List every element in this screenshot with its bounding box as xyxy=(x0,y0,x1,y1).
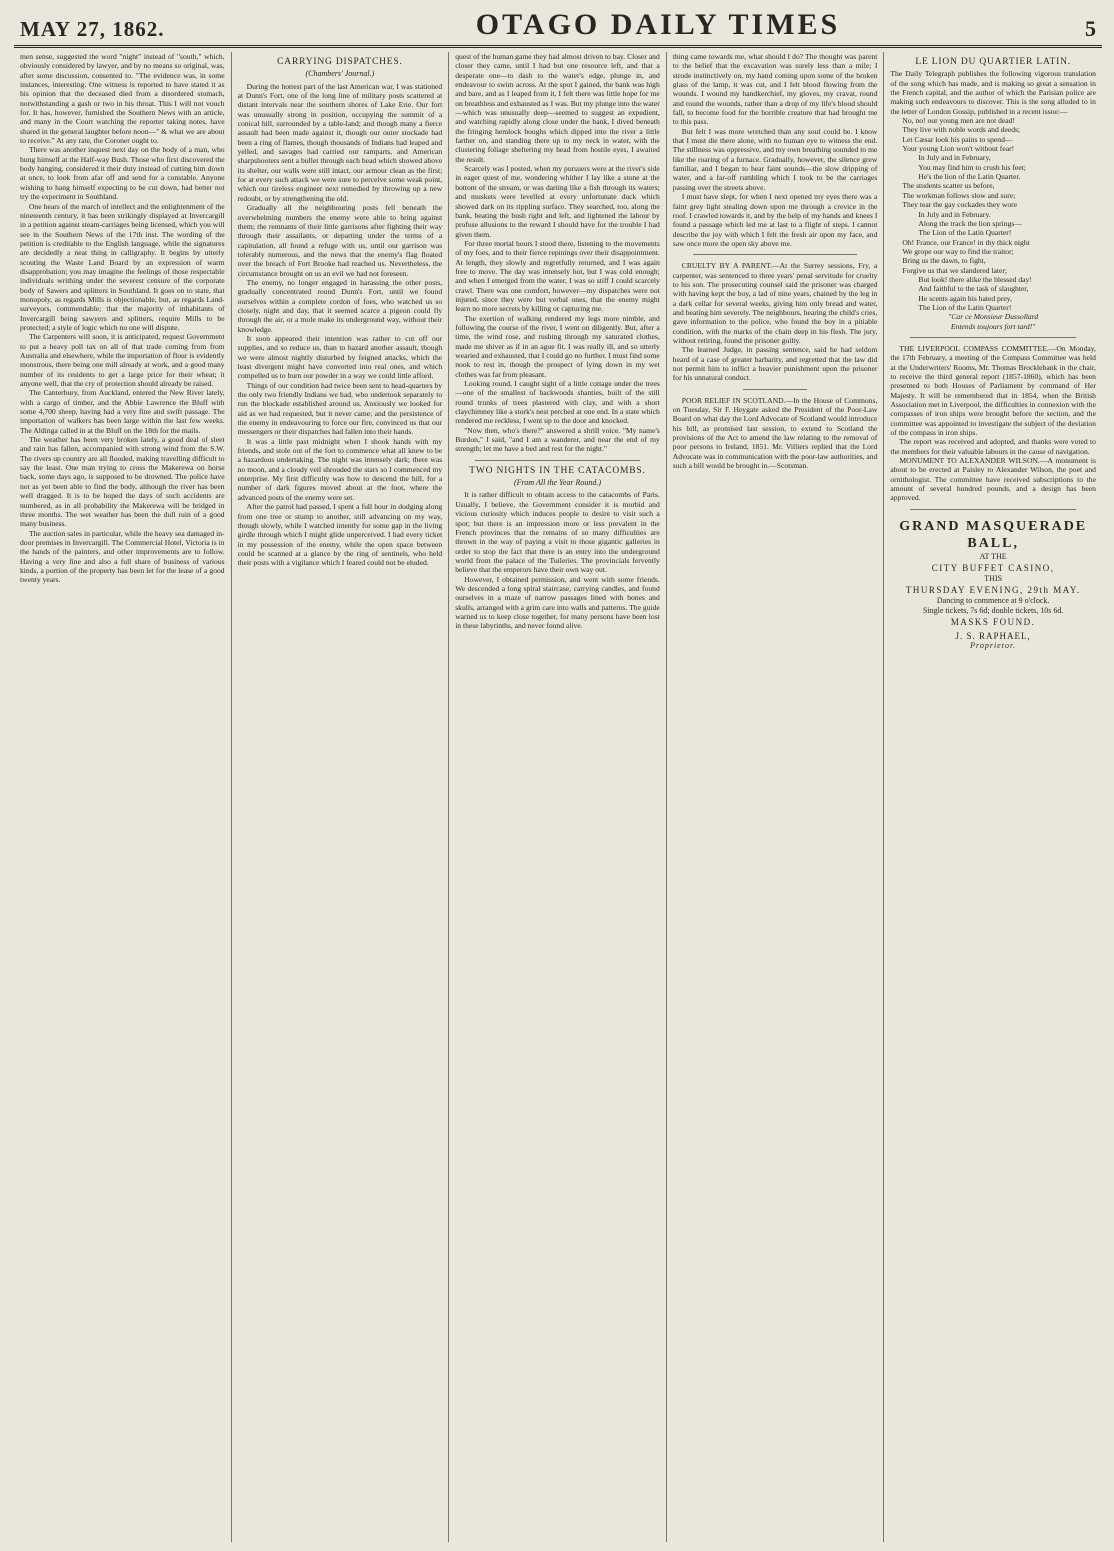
article-text: In the House of Commons, on Tuesday, Sir F. Heygate asked the President of the Poor-Law Board on what day the Lord Advocate of Scotland would introduce his bill, as promised last session, to extend to Scotland the provisions of the Act to amend the law relating to the removal of poor persons to Ireland, 1851. Mr. Villiers replied that the Lord Advocate was in communication with the poor-law authorities, and such a bill would be brought in.—Scotsman. xyxy=(672,395,878,471)
poem-line: Oh! France, our France! in thy thick night xyxy=(902,237,1030,247)
article-text: At the Surrey sessions, Fry, a carpenter, was sentenced to three years' penal servitude for cruelty to his son. The prosecuting counsel said the prisoner was charged with having kept the boy, a lad of nine years, chained by the leg in a dark cellar for several weeks, giving him only bread and water, and beating him severely. The neighbours, hearing the child's cries, gave information to the police, who found the boy in a pitiable condition, with the marks of the chain deep in his flesh. The jury, without retiring, found the prisoner guilty. xyxy=(672,261,878,345)
paragraph: thing came towards me, what should I do? The thought was parent to the belief that the excavation was surely less than a mile; I strode instinctively on, my hand coming upon some of the broken glass of the lamp, it was cut, and I felt blood flowing from the wounds. I wound my handkerchief, my gloves, my cravat, round and round the wounds, rather than a drop of my life's blood should fall, to become food for the horrible creature that had brought me to this pass. xyxy=(672,52,878,127)
article-heading: CARRYING DISPATCHES. xyxy=(277,57,403,67)
paragraph: "Now then, who's there?" answered a shrill voice. "My name's Burdon," I said, "and I am a wanderer, and near the end of my strength; let me have a bed and rest for the night." xyxy=(455,425,660,454)
ad-proprietor xyxy=(890,632,1096,651)
page-number: 5 xyxy=(1085,16,1096,41)
advertisement-masquerade-ball xyxy=(890,518,1096,651)
poem-line: You may find him to crush his feet; xyxy=(918,162,1026,172)
paragraph: Looking round, I caught sight of a little cottage under the trees—one of the smallest of backwoods shanties, built of the still round trunks of trees plastered with clay, and with a short claychimney like a stork's nest perched at one end. In a state which rendered me reckless, I went up to the door and knocked. xyxy=(455,379,660,426)
ad-masks: MASKS FOUND. xyxy=(950,616,1036,627)
paragraph: The Canterbury, from Auckland, entered the New River lately, with a cargo of timber, and the Abbie Lawrence the Bluff with some 4,700 sheep, having had a very fine and swift passage. The importation of walkers has been large within the last few weeks. The Aldinga called in at the Bluff on the 18th for the mails. xyxy=(20,388,225,435)
proprietor-name: J. S. RAPHAEL, xyxy=(955,630,1031,641)
paragraph: There was another inquest next day on the body of a man, who hung himself at the Half-way Bush. Those who first discovered the body hanging, considered it their duty instead of cutting him down at once, to look from afar off and send for a constable. Anyone wishing to hang himself expecting to be cut down, had better not try the experiment in Southland. xyxy=(20,145,225,202)
poem-line: In July and in February. xyxy=(918,209,991,219)
article-text: A monument is about to be erected at Paisley to Alexander Wilson, the poet and ornithologist. The committee have received subscriptions to the amount of several hundred pounds, and a design has been approved. xyxy=(890,456,1096,503)
paragraph: The exertion of walking rendered my legs more nimble, and following the course of the river, I went on diligently. But, after a time, the wind rose, and rushing through my saturated clothes, made me shiver as if in an ague fit. I was really ill, and so utterly wearied and exhausted, that I could go no further. I must find some nook to rest in, though the prospect of lying down in my wet clothes was far from pleasant. xyxy=(455,313,660,379)
poem-line: And faithful to the task of slaughter, xyxy=(918,284,1029,294)
poem-line: In July and in February, xyxy=(918,153,991,163)
column-4 xyxy=(667,52,885,1542)
divider xyxy=(693,254,858,255)
divider xyxy=(910,337,1076,338)
poem-refrain: "Car ce Monsieur Dussollard Entends toujours fort tard!" xyxy=(948,312,1039,331)
divider xyxy=(910,509,1076,510)
poem-line: Let Cæsar look his pains to spend— xyxy=(902,134,1013,144)
paragraph: It soon appeared their intention was rather to cut off our supplies, and so reduce us, than to hazard another assault, though we were almost nightly disturbed by feigned attacks, which the least divergent might have converted into real ones, and which compelled us to burn our powder in a way we could little afford. xyxy=(237,333,443,381)
poem-line: They tear the gay cockades they wore xyxy=(902,200,1018,210)
poem-line: He's the lion of the Latin Quarter. xyxy=(918,172,1021,182)
poem-line: The Lion of the Latin Quarter! xyxy=(918,228,1012,238)
article-lead: THE LIVERPOOL COMPASS COMMITTEE. xyxy=(899,343,1049,353)
article-lead: MONUMENT TO ALEXANDER WILSON. xyxy=(899,456,1040,466)
paragraph: For three mortal hours I stood there, listening to the movements of my foes, and to their fierce repinings over their disappointment. At length, they slowly and regretfully returned, and I was again free to move. The day was intensely hot, but I was cold enough; and when I emerged from the water, I was so stiff I could scarcely crawl. There was one comfort, however—my dispatches were not injured, since they were but verbal ones, that the enemy might learn no more secrets by killing or capturing me. xyxy=(455,238,660,314)
paragraph: Gradually all the neighbouring posts fell beneath the overwhelming numbers the enemy were able to bring against them; the remnants of their little garrisons after fighting their way through their assailants, or departing under the terms of a capitulation, all found a refuge with us, until our garrison was tolerably numerous, and the news that the enemy's flag floated over the breach of Fort Brooke had reached us. Nevertheless, the circumstance brought on us an evil we had not foreseen. xyxy=(237,203,443,278)
paragraph: The Carpenters will soon, it is anticipated, request Government to put a heavy poll tax on all of that trade coming from from Australia and elsewhere, while the importation of flour is evidently monstrous, there being one mill already at work, and a good many number of its residents to get a large price for their wheat; it anyone well, that the cry of protection should already be raised. xyxy=(20,332,225,389)
paragraph: POOR RELIEF IN SCOTLAND.—In the House of Commons, on Tuesday, Sir F. Heygate asked the President of the Poor-Law Board on what day the Lord Advocate of Scotland would introduce his bill, as promised last session, to extend to Scotland the provisions of the Act to amend the law relating to the removal of poor persons to Ireland, 1851. Mr. Villiers replied that the Lord Advocate was in communication with the poor-law authorities, and such a bill would be brought in.—Scotsman. xyxy=(672,395,878,471)
divider xyxy=(743,389,808,390)
article-source: (From All the Year Round.) xyxy=(513,478,601,488)
poem-line: The Lion of the Latin Quarter! xyxy=(918,302,1012,312)
paragraph: The enemy, no longer engaged in harassing the other posts, gradually concentrated round Dunn's Fort, until we found ourselves within a complete cordon of foes, who watched us so closely, night and day, that it seemed scarce a pigeon could fly through the air, or a mole make its underground way, without their knowledge. xyxy=(237,277,443,334)
ad-title: GRAND MASQUERADE BALL, xyxy=(899,518,1088,551)
paragraph: I must have slept, for when I next opened my eyes there was a faint grey light stealing down upon me through a crevice in the roof. I crawled towards it, and by the help of my hands and knees I found a passage which led me at last to a flight of steps. I cannot describe the joy with which I felt the fresh air upon my face, and saw once more the open sky above me. xyxy=(672,192,878,248)
divider xyxy=(475,460,640,461)
poem-line: They live with noble words and deeds; xyxy=(902,125,1021,135)
masthead xyxy=(14,10,1102,48)
paragraph: However, I obtained permission, and went with some friends. We descended a long spiral staircase, carrying candles, and found ourselves in a maze of narrow passages lined with bones and skulls, arranged with a grim care into walls and patterns. The guide warned us to keep close together, for many persons have been lost in these labyrinths, and never found alive. xyxy=(455,574,660,631)
poem-line: Bring us the dawn, to fight, xyxy=(902,256,986,266)
poem xyxy=(890,116,1096,331)
proprietor-role: Proprietor. xyxy=(970,641,1017,651)
poem-line: Your young Lion won't without fear! xyxy=(902,144,1015,154)
paragraph: The weather has been very broken lately, a good deal of sleet and rain has fallen, accompanied with strong wind from the S.W. The rivers up country are all flooded, making travelling difficult to say the least. One man trying to cross the Makerewa on horse back, some days ago, is supposed to be drowned. The police have not as yet been able to find the body, although the river has been well dragged. It is to be hoped the days of such accidents are numbered, as in all probability the Makerewa will be bridged in three months. The wet weather has been the dull ruin of a good many business. xyxy=(20,435,225,529)
paragraph: It is rather difficult to obtain access to the catacombs of Paris. Usually, I believe, the Government consider it is morbid and vicious curiosity which induces people to desire to visit such a spot; but there is an impression more or less prevalent in the French provinces that the remains of so many difficulties are thrown in the way of paying a visit to those gigantic galleries in order to stop the fact that there is an entry into the underground world from the palace of the Tuileries. The provincials fervently believe that the emperors have their own way out. xyxy=(455,490,660,575)
ad-this: THIS xyxy=(984,573,1003,583)
poem-line: He scents again his hated prey, xyxy=(918,293,1012,303)
paragraph: The Daily Telegraph publishes the following vigorous translation of the song which has made, and is making so great a sensation in the French capital, and the author of which the Parisian police are making such endeavours to discover. This is the song alluded to in the letter of London Gossip, published in a recent issue:— xyxy=(890,69,1096,116)
columns xyxy=(14,52,1102,1542)
paragraph: During the hottest part of the last American war, I was stationed at Dunn's Fort, one of the long line of military posts scattered at distant intervals near the southern shores of Lake Erie. Our fort was unusually strong in position, occupying the summit of a conical hill, surrounded by a table-land; and though many a fierce assault had been made against it, though our outer stockade had been a ring of flames, though thousands of Indians had leaped and yelled, and savages had carried our ramparts, and American sharpshooters sent a bullet through each head which showed above its shelter, our walls were still intact, our armour clean as the first; for at every such attack we were sure to perceive some weak point, which our tireless engineer next remedied by throwing up a new redoubt, or by strengthening the old. xyxy=(237,81,443,203)
poem-line: Forgive us that we slandered later; xyxy=(902,265,1008,275)
poem-line: But look! there alike the blessed day! xyxy=(918,274,1032,284)
newspaper-title: OTAGO DAILY TIMES xyxy=(475,8,841,41)
paragraph: MONUMENT TO ALEXANDER WILSON.—A monument is about to be erected at Paisley to Alexander Wilson, the poet and ornithologist. The committee have received subscriptions to the amount of several hundred pounds, and a design has been approved. xyxy=(890,456,1096,503)
article-source: (Chambers' Journal.) xyxy=(305,69,375,79)
poem-line: Along the track the lion springs— xyxy=(918,218,1022,228)
paragraph: CRUELTY BY A PARENT.—At the Surrey sessions, Fry, a carpenter, was sentenced to three years' penal servitude for cruelty to his son. The prosecuting counsel said the prisoner was charged with having kept the boy, a lad of nine years, chained by the leg in a dark cellar for several weeks, giving him only bread and water, and beating him severely. The neighbours, hearing the child's cries, gave information to the police, who found the boy in a pitiable condition, with the marks of the chain deep in his flesh. The jury, without retiring, found the prisoner guilty. xyxy=(672,261,878,345)
paragraph: men sense, suggested the word "night" instead of "south," which, obviously considered by lawyer, and by no means so original, was, after some discussion, consented to. "The evidence was, in some instances, interesting. One witness is reported to have stated it as his opinion that the deceased died from a disordered stomach, notwithstanding a gash or two in his throat. This I will not vouch for. It has, however, furnished the Southern News with an article, and many in the Court watching the reporter taking notes, have shared in the general laughter before noon—" & what we are about to receive." At any rate, the Coroner ought to. xyxy=(20,52,225,146)
poem-line: The students scatter us before, xyxy=(902,181,995,191)
paragraph: After the patrol had passed, I spent a full hour in dodging along from one tree or stump to another, still advancing on my way, though slowly, while I watched intently for some gap in the living girdle through which I might glide unperceived. I had every ticket in my possession of the enemy, while the open space between could be scanned at a glance by the ring of sentinels, who held their posts with a vigilance which I feared could not be eluded. xyxy=(237,502,443,568)
ad-tickets: Single tickets, 7s 6d; double tickets, 10s 6d. xyxy=(922,605,1064,615)
article-text: On Monday, the 17th February, a meeting of the Compass Committee was held at the Underwriters' Rooms, Mr. Thomas Brocklebank in the chair, to receive the third general report (1857-1860), which has been presented to both Houses of Parliament by command of Her Majesty. It will be remembered that in 1854, when the British Association met in Liverpool, the difficulties in connexion with the compasses of iron ships were brought before the section, and the committee was appointed to investigate the subject of the deviation of the compass in iron ships. xyxy=(890,343,1096,438)
ad-date: THURSDAY EVENING, 29th MAY. xyxy=(905,584,1081,595)
paragraph: It was a little past midnight when I shook hands with my friends, and stole out of the fort to commence what all knew to be a hazardous undertaking. The night was intensely dark; there was no moon, and a cloudy veil shrouded the stars so I commenced my enterprise. My first difficulty was how to descend the hill, for a number of dark figures moved about at the foot, where the advanced posts of the enemy were set. xyxy=(237,436,443,502)
article-heading: TWO NIGHTS IN THE CATACOMBS. xyxy=(469,465,646,476)
paragraph: quest of the human game they had almost driven to bay. Closer and closer they came, until I had but one resource left, and that a desperate one—to dash to the water's edge, plunge in, and endeavour to swim across. At the spot I gained, the bank was high and bare, and as I leaped from it, I felt there was little hope for me on breathless and exhausted as I was. But my plunge into the water—which was unusually deep—seemed to suggest an expedient, and watching rapidly along close under the bank, I dived beneath the fringing hemlock boughs which dipped into the river a little farther on, and standing there up to my neck in water, with the clustering foliage sheltering my head from hostile eyes, I awaited the result. xyxy=(455,52,660,164)
paragraph: But felt I was more wretched than any soul could be. I know that I must die there alone, with no human eye to witness the end. The stillness was oppressive, and my own breathing sounded to me like the roaring of a furnace. Gradually, however, the silence grew familiar, and I began to hear faint sounds—the slow dripping of water, and a far-off rumbling which I took to be the carriages passing over the streets above. xyxy=(672,126,878,192)
column-1 xyxy=(14,52,232,1542)
article-lead: POOR RELIEF IN SCOTLAND. xyxy=(681,395,786,405)
article-lead: CRUELTY BY A PARENT. xyxy=(681,261,773,271)
ad-at: AT THE xyxy=(979,551,1007,561)
paragraph: Things of our condition had twice been sent to head-quarters by the only two friendly Indians we had, who undertook separately to run the blockade established around us. Anxiously we looked for aid as we had requested, but it never came; and the persistence of the enemy in endeavouring to force our fire, convinced us that our messengers or their dispatches had fallen into their hands. xyxy=(237,380,443,437)
column-2 xyxy=(232,52,450,1542)
column-5 xyxy=(884,52,1102,1542)
poem-line: The workman follows slow and sure; xyxy=(902,190,1016,200)
poem-line: No, no! our young men are not dead! xyxy=(902,116,1015,126)
paragraph: Scarcely was I posted, when my pursuers were at the river's side in eager quest of me, wondering whither I lay like a stone at the bottom of the stream, or was darting like a fish through its waters; and muskets were levelled at every unfortunate duck which showed dark on its rippling surface. They searched, too, along the bank, beating the bush right and left, and lightened the labour by profuse allusions to the reward I should have for the trouble I had given them. xyxy=(455,164,660,239)
paragraph: The report was received and adopted, and thanks were voted to the members for their valuable labours in the cause of navigation. xyxy=(890,437,1096,456)
ad-venue: CITY BUFFET CASINO, xyxy=(931,562,1055,573)
column-3 xyxy=(449,52,667,1542)
paragraph: THE LIVERPOOL COMPASS COMMITTEE.—On Monday, the 17th February, a meeting of the Compass Committee was held at the Underwriters' Rooms, Mr. Thomas Brocklebank in the chair, to receive the third general report (1857-1860), which has been presented to both Houses of Parliament by command of Her Majesty. It will be remembered that in 1854, when the British Association met in Liverpool, the difficulties in connexion with the compasses of iron ships were brought before the section, and the committee was appointed to investigate the subject of the deviation of the compass in iron ships. xyxy=(890,343,1096,438)
ad-dancing: Dancing to commence at 9 o'clock. xyxy=(936,595,1050,605)
article-heading: LE LION DU QUARTIER LATIN. xyxy=(915,57,1071,67)
issue-date: MAY 27, 1862. xyxy=(20,17,165,41)
paragraph: One hears of the march of intellect and the enlightenment of the nineteenth century, it has been strikingly displayed at Invercargill in a petition against steam-carriages being licensed, which you will see in the Southern News of the 17th inst. The wording of the petition is creditable to the English language, while the signatures are decidedly a neat thing in calligraphy. It begins by utterly scouting the Waste Land Board by an expression of warm disapprobation; you may imagine the feelings of those respectable individuals writhing under the severest censure of the corporate body of Sawers and splitters in Southland. It goes on to state, that monopoly, as regards Mills is objectionable, but, as regards Land-surveyors, commendable; that the majority of inhabitants of Invercargill being sawyers and splitters, require Mills to be protected; a style of logic which no one will dispute. xyxy=(20,201,225,332)
poem-line: We grope our way to find the traitor; xyxy=(902,246,1014,256)
paragraph: The learned Judge, in passing sentence, said he had seldom heard of a case of greater barbarity, and regretted that the law did not permit him to inflict a heavier punishment upon the prisoner for his unnatural conduct. xyxy=(672,345,878,383)
paragraph: The auction sales in particular, while the heavy sea damaged in-door premises in Invercargill. The Commercial Hotel, Victoria is in the hands of the painters, and other improvements are to follow. Having a very fine and also a full share of business of various kinds, a portion of the property has been let for the lease of a good twenty years. xyxy=(20,528,225,585)
